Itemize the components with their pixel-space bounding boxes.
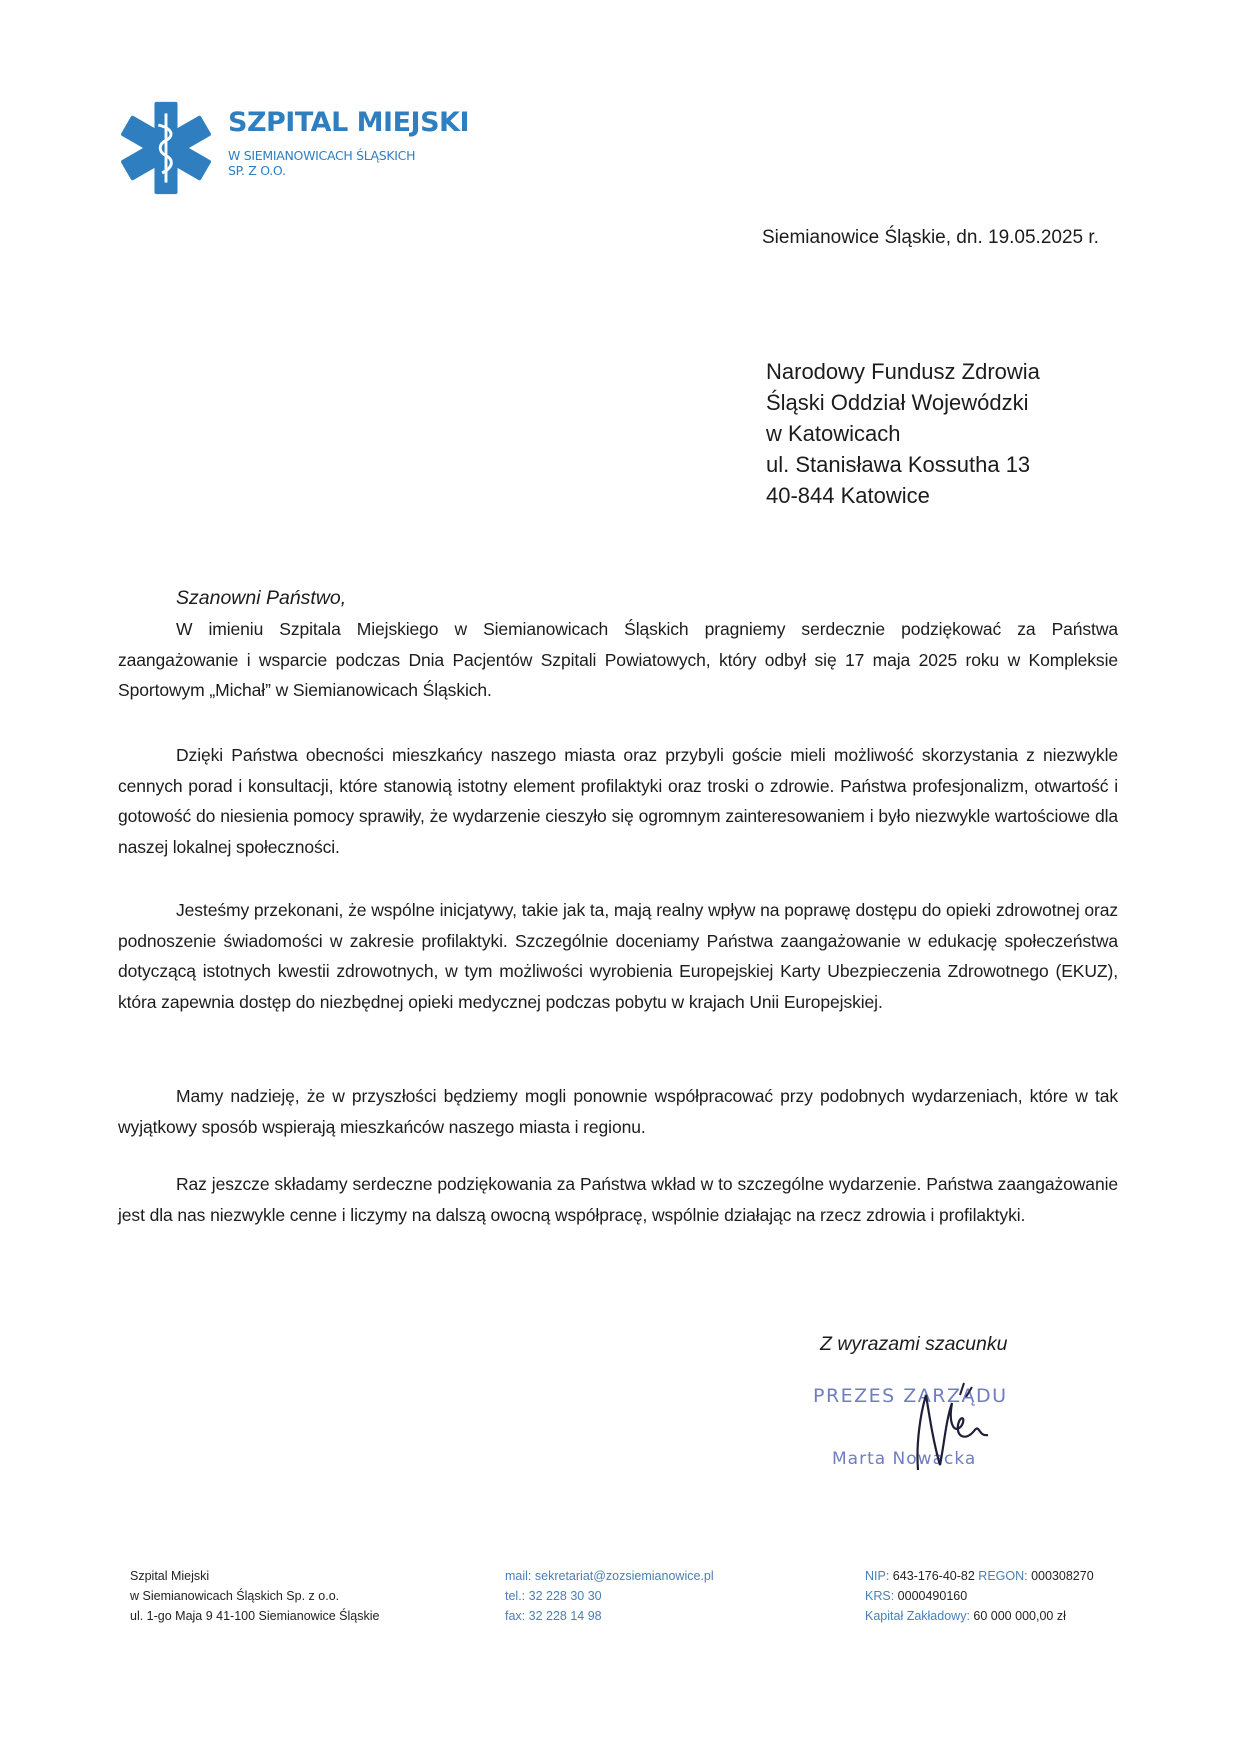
paragraph-4-text: Mamy nadzieję, że w przyszłości będziemy mogli ponownie współpracować przy podobnych wydarzeniach, które w tak wyjątkowy sposób wspierają mieszkańców naszego miasta i regionu. <box>118 1086 1118 1137</box>
footer-tel-value: 32 228 30 30 <box>528 1589 602 1603</box>
recipient-address <box>766 356 1040 511</box>
footer-nip-value: 643-176-40-82 <box>892 1569 975 1583</box>
footer-company-name: Szpital Miejski <box>130 1569 210 1583</box>
date-line: Siemianowice Śląskie, dn. 19.05.2025 r. <box>762 227 1099 248</box>
paragraph-2-text: Dzięki Państwa obecności mieszkańcy naszego miasta oraz przybyli goście mieli możliwość skorzystania z niezwykle cennych porad i konsultacji, które stanowią istotny element profilaktyki oraz troski o zdrowie. Państwa profesjonalizm, otwartość i gotowość do niesienia pomocy sprawiły, że wydarzenie cieszyło się ogromnym zainteresowaniem i było niezwykle wartościowe dla naszej lokalnej społeczności. <box>118 745 1118 857</box>
paragraph-3-text: Jesteśmy przekonani, że wspólne inicjatywy, takie jak ta, mają realny wpływ na poprawę dostępu do opieki zdrowotnej oraz podnoszenie świadomości w zakresie profilaktyki. Szczególnie doceniamy Państwa zaangażowanie w edukację społeczeństwa dotyczącą istotnych kwestii zdrowotnych, w tym możliwości wyrobienia Europejskiej Karty Ubezpieczenia Zdrowotnego (EKUZ), która zapewnia dostęp do niezbędnej opieki medycznej podczas pobytu w krajach Unii Europejskiej. <box>118 900 1118 1012</box>
footer-krs-value: 0000490160 <box>897 1589 968 1603</box>
footer-company-address: ul. 1-go Maja 9 41-100 Siemianowice Śląskie <box>130 1609 380 1623</box>
footer-regon-value: 000308270 <box>1031 1569 1094 1583</box>
footer-krs <box>865 1586 1094 1606</box>
footer-nip-label: NIP: <box>865 1569 890 1583</box>
paragraph-1-text: W imieniu Szpitala Miejskiego w Siemianowicach Śląskich pragniemy serdecznie podziękować za Państwa zaangażowanie i wsparcie podczas Dnia Pacjentów Szpitali Powiatowych, który odbył się 17 maja 2025 roku w Kompleksie Sportowym „Michał” w Siemianowicach Śląskich. <box>118 619 1118 700</box>
recipient-line5: 40-844 Katowice <box>766 483 930 508</box>
closing: Z wyrazami szacunku <box>820 1333 1008 1355</box>
footer-mail-value: sekretariat@zozsiemianowice.pl <box>534 1569 714 1583</box>
footer-company-name-2: w Siemianowicach Śląskich Sp. z o.o. <box>130 1589 340 1603</box>
recipient-line4: ul. Stanisława Kossutha 13 <box>766 452 1031 477</box>
footer-mail-label: mail: <box>505 1569 532 1583</box>
footer-fax <box>505 1606 714 1626</box>
recipient-line2: Śląski Oddział Wojewódzki <box>766 390 1029 415</box>
footer-krs-label: KRS: <box>865 1589 895 1603</box>
hospital-name: SZPITAL MIEJSKI <box>228 107 469 138</box>
footer-tel-label: tel.: <box>505 1589 526 1603</box>
paragraph-5 <box>118 1169 1118 1230</box>
footer-capital-label: Kapitał Zakładowy: <box>865 1609 970 1623</box>
stamp-name: Marta Nowacka <box>832 1449 977 1469</box>
stamp-title: PREZES ZARZĄDU <box>813 1385 1008 1407</box>
footer-registry <box>865 1566 1094 1626</box>
footer-regon-label: REGON: <box>978 1569 1028 1583</box>
footer-tel <box>505 1586 714 1606</box>
footer-mail <box>505 1566 714 1586</box>
paragraph-1 <box>118 614 1118 706</box>
handwritten-signature-icon <box>900 1375 1010 1485</box>
paragraph-2 <box>118 740 1118 862</box>
paragraph-4 <box>118 1081 1118 1142</box>
recipient-line1: Narodowy Fundusz Zdrowia <box>766 359 1040 384</box>
hospital-subtitle-line2: SP. Z O.O. <box>228 163 286 178</box>
footer-capital-value: 60 000 000,00 zł <box>973 1609 1066 1623</box>
footer-fax-label: fax: <box>505 1609 526 1623</box>
salutation: Szanowni Państwo, <box>176 587 347 609</box>
recipient-line3: w Katowicach <box>766 421 901 446</box>
footer-fax-value: 32 228 14 98 <box>528 1609 602 1623</box>
star-of-life-logo-icon <box>118 100 214 196</box>
footer-capital <box>865 1606 1094 1626</box>
footer-nip-regon <box>865 1566 1094 1586</box>
hospital-subtitle-line1: W SIEMIANOWICACH ŚLĄSKICH <box>228 148 416 163</box>
paragraph-3 <box>118 895 1118 1017</box>
footer-company <box>130 1566 379 1626</box>
paragraph-5-text: Raz jeszcze składamy serdeczne podziękowania za Państwa wkład w to szczególne wydarzenie. Państwa zaangażowanie jest dla nas niezwykle cenne i liczymy na dalszą owocną współpracę, wspólnie działając na rzecz zdrowia i profilaktyki. <box>118 1174 1118 1225</box>
footer-contact <box>505 1566 714 1626</box>
hospital-subtitle <box>228 148 415 178</box>
